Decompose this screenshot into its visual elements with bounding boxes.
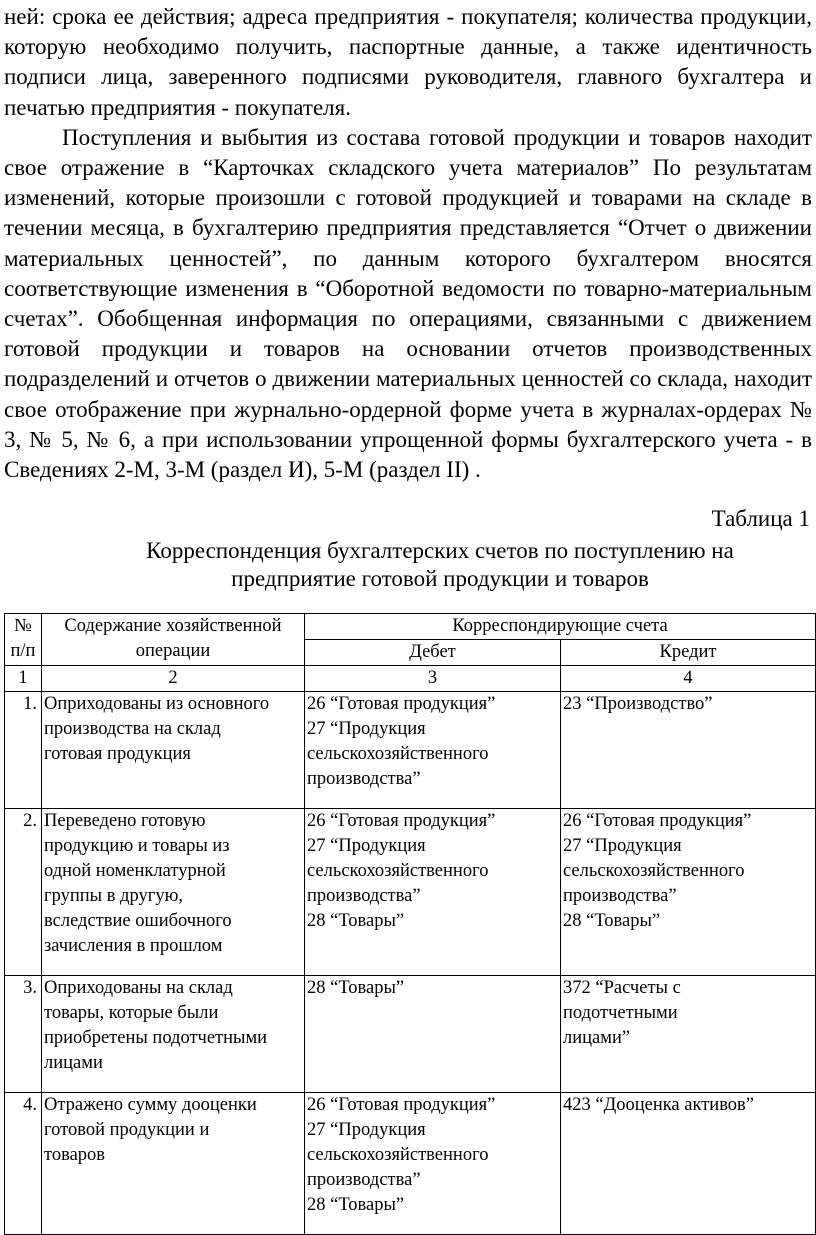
content-line: зачисления в прошлом (44, 936, 223, 956)
debit-line: 28 “Товары” (307, 911, 405, 931)
table-body (5, 692, 816, 1235)
cell-spacer (44, 1168, 302, 1184)
cell-spacer (44, 767, 302, 783)
content-line: товары, которые были (44, 1003, 219, 1023)
row-credit (561, 809, 816, 976)
content-line: группы в другую, (44, 886, 184, 906)
cell-spacer (44, 959, 302, 975)
table-row (5, 692, 816, 809)
debit-line: 26 “Готовая продукция” (307, 1095, 496, 1115)
content-line: Отражено сумму дооценки (44, 1095, 257, 1115)
cell-spacer (563, 934, 813, 950)
row-credit (561, 692, 816, 809)
content-line: производства на склад (44, 719, 221, 739)
credit-line: производства” (563, 886, 677, 906)
row-number: 2. (5, 809, 42, 976)
paragraph-2: Поступления и выбытия из состава готовой продукции и товаров находит свое отражение в “Карточках складского учета материалов” По результатам изменений, которые произошли с готовой продукцией и товарами на складе в течении месяца, в бухгалтерию предприятия представляется “Отчет о движении материальных ценностей”, по данным которого бухгалтером вносятся соответствующие изменения в “Оборотной ведомости по товарно-материальным счетах”. Обобщенная информация по операциями, связанными с движением готовой продукции и товаров на основании отчетов производственных подразделений и отчетов о движении материальных ценностей со склада, находит свое отображение при журнально-ордерной форме учета в журналах-ордерах № 3, № 5, № 6, а при использовании упрощенной формы бухгалтерского учета - в Сведениях 2-М, 3-М (раздел И), 5-М (раздел II) . (4, 124, 812, 483)
debit-line: 26 “Готовая продукция” (307, 694, 496, 714)
debit-line: 27 “Продукция (307, 719, 426, 739)
row-content (42, 976, 305, 1093)
content-line: готовая продукция (44, 744, 191, 764)
credit-line: 26 “Готовая продукция” (563, 811, 752, 831)
content-line: товаров (44, 1145, 106, 1165)
content-line: продукцию и товары из (44, 836, 230, 856)
credit-line: 28 “Товары” (563, 911, 661, 931)
paragraph-1: ней: срока ее действия; адреса предприятия - покупателя; количества продукции, которую необходимо получить, паспортные данные, а также идентичность подписи лица, заверенного подписями руководителя, главного бухгалтера и печатью предприятия - покупателя. (4, 4, 812, 120)
body-text (4, 2, 812, 485)
content-line: Переведено готовую (44, 811, 206, 831)
debit-line: 26 “Готовая продукция” (307, 811, 496, 831)
header-row-1 (5, 614, 816, 640)
content-line: одной номенклатурной (44, 861, 226, 881)
debit-line: 28 “Товары” (307, 1195, 405, 1215)
row-debit (305, 1093, 561, 1235)
row-number: 1. (5, 692, 42, 809)
content-line: лицами (44, 1053, 103, 1073)
header-num-line-1: № (14, 616, 32, 636)
content-line: Оприходованы на склад (44, 978, 233, 998)
credit-line: 27 “Продукция (563, 836, 682, 856)
debit-line: сельскохозяйственного (307, 744, 489, 764)
credit-line: подотчетными (563, 1003, 678, 1023)
cell-spacer (563, 1051, 813, 1067)
debit-line: производства” (307, 769, 421, 789)
table-title (100, 537, 780, 593)
row-content (42, 692, 305, 809)
debit-line: 28 “Товары” (307, 978, 405, 998)
table-row (5, 1093, 816, 1235)
credit-line: лицами” (563, 1028, 631, 1048)
row-content (42, 1093, 305, 1235)
debit-line: сельскохозяйственного (307, 1145, 489, 1165)
row-debit (305, 692, 561, 809)
table-title-line-2: предприятие готовой продукции и товаров (231, 566, 649, 591)
cell-spacer (307, 792, 558, 808)
row-content (42, 809, 305, 976)
content-line: приобретены подотчетными (44, 1028, 268, 1048)
col-number-1: 1 (5, 666, 42, 692)
header-num-line-2: п/п (10, 641, 36, 661)
debit-line: 27 “Продукция (307, 836, 426, 856)
table-label: Таблица 1 (711, 506, 810, 531)
debit-line: производства” (307, 886, 421, 906)
credit-line: сельскохозяйственного (563, 861, 745, 881)
header-content: Содержание хозяйственной операции (42, 614, 305, 666)
header-credit: Кредит (561, 640, 816, 666)
credit-line: 423 “Дооценка активов” (563, 1095, 755, 1115)
header-corresponding: Корреспондирующие счета (305, 614, 816, 640)
header-num (5, 614, 42, 666)
content-line: вследствие ошибочного (44, 911, 232, 931)
cell-spacer (44, 1076, 302, 1092)
row-credit (561, 976, 816, 1093)
content-line: Оприходованы из основного (44, 694, 270, 714)
cell-spacer (563, 717, 813, 733)
col-number-3: 3 (305, 666, 561, 692)
debit-line: 27 “Продукция (307, 1120, 426, 1140)
cell-spacer (307, 1001, 558, 1017)
col-number-4: 4 (561, 666, 816, 692)
content-line: готовой продукции и (44, 1120, 210, 1140)
cell-spacer (563, 1118, 813, 1134)
cell-spacer (307, 934, 558, 950)
table-row (5, 809, 816, 976)
debit-line: сельскохозяйственного (307, 861, 489, 881)
credit-line: 23 “Производство” (563, 694, 713, 714)
table-row (5, 976, 816, 1093)
row-debit (305, 809, 561, 976)
credit-line: 372 “Расчеты с (563, 978, 681, 998)
row-debit (305, 976, 561, 1093)
row-number: 4. (5, 1093, 42, 1235)
row-credit (561, 1093, 816, 1235)
table-title-line-1: Корреспонденция бухгалтерских счетов по поступлению на (146, 538, 734, 563)
column-number-row (5, 666, 816, 692)
col-number-2: 2 (42, 666, 305, 692)
row-number: 3. (5, 976, 42, 1093)
accounts-table (4, 613, 816, 1235)
debit-line: производства” (307, 1170, 421, 1190)
header-debit: Дебет (305, 640, 561, 666)
